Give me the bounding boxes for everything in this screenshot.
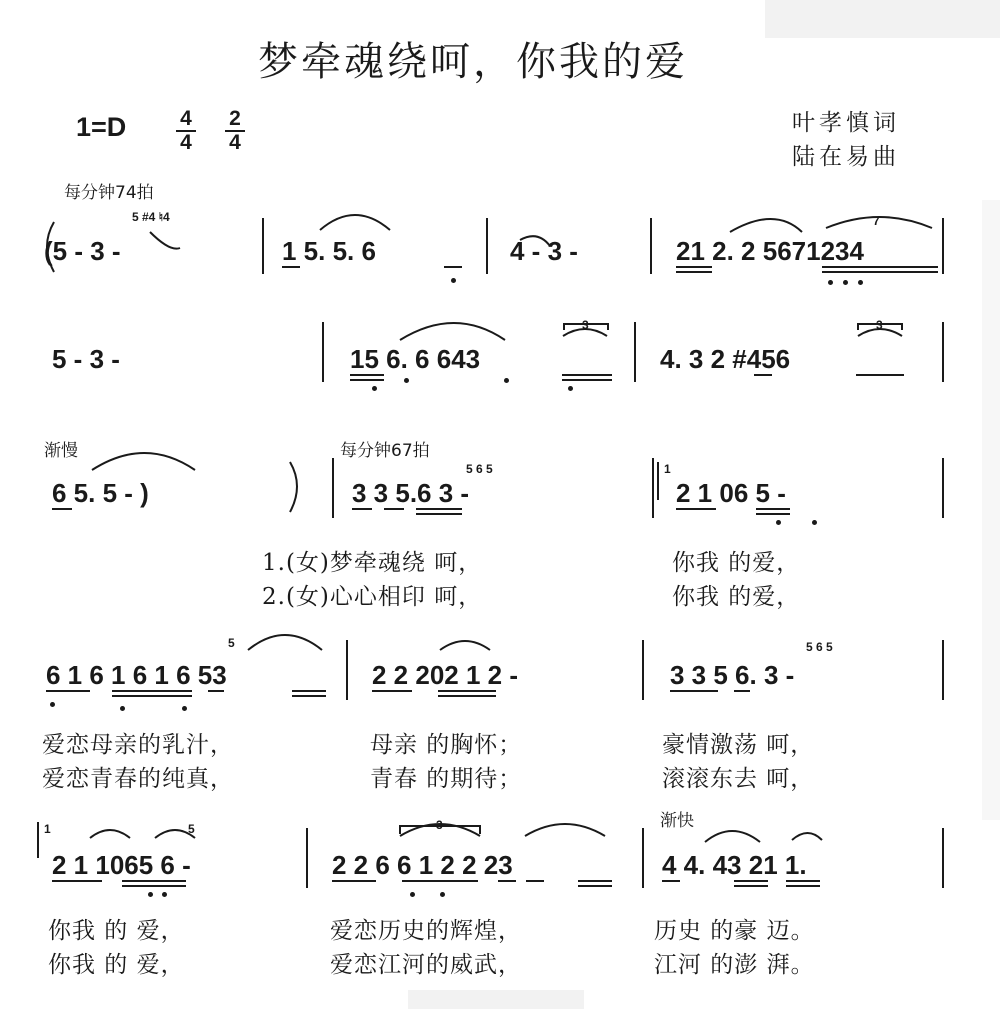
lyric-r4-v1c: 豪情激荡 呵，	[662, 732, 815, 758]
underline	[438, 695, 496, 697]
lyric-r5-v2c: 江河 的澎 湃。	[654, 952, 815, 978]
underline	[562, 379, 612, 381]
underline	[578, 880, 612, 882]
underline	[282, 266, 300, 268]
underline	[52, 508, 72, 510]
low-octave-dot	[120, 706, 125, 711]
underline	[578, 885, 612, 887]
lyric-r5-v1a: 你我 的 爱，	[48, 918, 185, 944]
slur	[525, 824, 605, 836]
lyric-r4-v2b: 青春 的期待；	[370, 766, 523, 792]
measure-r5-m3: 4 4. 43 21 1.	[662, 850, 807, 880]
underline	[498, 880, 516, 882]
low-octave-dot	[776, 520, 781, 525]
measure-r4-m2: 2 2 202 1 2 -	[372, 660, 518, 690]
lyricist-credit: 叶孝慎词	[792, 110, 900, 136]
song-title: 梦牵魂绕呵，你我的爱	[258, 39, 688, 85]
slur	[150, 232, 180, 249]
measure-r1-m2: 1 5. 5. 6	[282, 236, 376, 266]
underline	[526, 880, 544, 882]
underline	[756, 513, 790, 515]
barline	[634, 322, 636, 382]
low-octave-dot	[504, 378, 509, 383]
lyric-r5-v1c: 历史 的豪 迈。	[654, 918, 815, 944]
measure-r3-m3: 2 1 06 5 -	[676, 478, 786, 508]
underline	[112, 690, 192, 692]
time-sig-numerator: 2	[225, 108, 245, 132]
underline	[856, 374, 904, 376]
underline	[676, 266, 712, 268]
grace-notes: 5 #4 ♮4	[132, 210, 170, 224]
low-octave-dot	[50, 702, 55, 707]
barline	[486, 218, 488, 274]
underline	[734, 885, 768, 887]
slur	[400, 323, 505, 340]
time-sig-denominator: 4	[180, 131, 192, 154]
low-octave-dot	[182, 706, 187, 711]
underline	[292, 695, 326, 697]
underline	[676, 508, 716, 510]
underline	[562, 374, 612, 376]
barline	[942, 640, 944, 700]
underline	[734, 880, 768, 882]
measure-r3-m1: 6 5. 5 - )	[52, 478, 149, 508]
measure-r2-m2: 15 6. 6 643	[350, 344, 481, 374]
slur	[92, 453, 195, 470]
time-sig-denominator: 4	[229, 131, 241, 154]
underline	[734, 690, 750, 692]
lyric-r5-v2b: 爱恋江河的威武，	[330, 952, 522, 978]
grace-note-small: 5	[228, 636, 235, 650]
grace-notes: 5 6 5	[806, 640, 833, 654]
ritardando-marking: 渐慢	[44, 441, 78, 461]
accelerando-marking: 渐快	[660, 811, 694, 831]
lyric-r5-v2a: 你我 的 爱，	[48, 952, 185, 978]
lyric-r4-v2c: 滚滚东去 呵，	[662, 766, 815, 792]
barline	[346, 640, 348, 700]
lyric-r3-v2a: 2.(女)心心相印 呵，	[262, 584, 483, 610]
composer-credit: 陆在易曲	[792, 144, 900, 170]
underline	[122, 885, 186, 887]
slur	[90, 830, 130, 838]
slur	[705, 831, 760, 842]
underline	[372, 690, 412, 692]
barline	[306, 828, 308, 888]
measure-r1-m4: 21 2. 2 5671234	[676, 236, 864, 266]
barline	[942, 218, 944, 274]
barline	[942, 828, 944, 888]
underline	[754, 374, 772, 376]
underline	[416, 508, 462, 510]
slur	[440, 641, 490, 650]
lyric-r3-v1b: 你我 的爱，	[672, 550, 801, 576]
measure-r1-m3: 4 - 3 -	[510, 236, 578, 266]
barline	[652, 458, 654, 518]
triplet-mark: 3	[436, 818, 443, 832]
underline	[46, 690, 90, 692]
measure-r3-m2: 3 3 5.6 3 -	[352, 478, 470, 508]
barline	[650, 218, 652, 274]
slur	[320, 215, 390, 230]
underline	[670, 690, 718, 692]
lyric-r3-v1a: 1.(女)梦牵魂绕 呵，	[262, 550, 483, 576]
low-octave-dot	[812, 520, 817, 525]
measure-r4-m3: 3 3 5 6. 3 -	[670, 660, 795, 690]
barline	[322, 322, 324, 382]
underline	[786, 885, 820, 887]
barline	[942, 322, 944, 382]
measure-r2-m3: 4. 3 2 #456	[660, 344, 791, 374]
barline	[332, 458, 334, 518]
low-octave-dot	[568, 386, 573, 391]
low-octave-dot	[858, 280, 863, 285]
lyric-r4-v1b: 母亲 的胸怀；	[370, 732, 523, 758]
measure-r5-m2: 2 2 6 6 1 2 2 23	[332, 850, 513, 880]
volta-number: 1	[44, 822, 51, 836]
tempo-marking-67: 每分钟67拍	[340, 441, 430, 461]
lyric-r4-v2a: 爱恋青春的纯真，	[42, 766, 234, 792]
underline	[350, 374, 384, 376]
triplet-mark: 3	[876, 318, 883, 332]
low-octave-dot	[372, 386, 377, 391]
low-octave-dot	[410, 892, 415, 897]
lyric-r4-v1a: 爱恋母亲的乳汁，	[42, 732, 234, 758]
slur	[792, 833, 822, 840]
underline	[438, 690, 496, 692]
measure-r2-m1: 5 - 3 -	[52, 344, 120, 374]
grace-note-small: 5	[188, 822, 195, 836]
low-octave-dot	[162, 892, 167, 897]
low-octave-dot	[828, 280, 833, 285]
underline	[208, 690, 224, 692]
low-octave-dot	[843, 280, 848, 285]
measure-r5-m1: 2 1 1065 6 -	[52, 850, 191, 880]
barline	[942, 458, 944, 518]
barline	[642, 828, 644, 888]
underline	[822, 266, 938, 268]
underline	[352, 508, 372, 510]
low-octave-dot	[148, 892, 153, 897]
underline	[402, 880, 478, 882]
underline	[786, 880, 820, 882]
underline	[112, 695, 192, 697]
underline	[822, 271, 938, 273]
end-bracket	[290, 462, 297, 512]
barline	[642, 640, 644, 700]
volta-number: 1	[664, 462, 671, 476]
time-sig-numerator: 4	[176, 108, 196, 132]
barline	[262, 218, 264, 274]
low-octave-dot	[440, 892, 445, 897]
underline	[756, 508, 790, 510]
underline	[384, 508, 404, 510]
key-signature: 1=D	[76, 112, 127, 142]
underline	[676, 271, 712, 273]
slur	[248, 635, 322, 650]
measure-r4-m1: 6 1 6 1 6 1 6 53	[46, 660, 227, 690]
underline	[122, 880, 186, 882]
slur	[730, 219, 802, 232]
lyric-r3-v2b: 你我 的爱，	[672, 584, 801, 610]
lyric-r5-v1b: 爱恋历史的辉煌，	[330, 918, 522, 944]
underline	[52, 880, 102, 882]
underline	[292, 690, 326, 692]
underline	[416, 513, 462, 515]
measure-r1-m1: (5 - 3 -	[44, 236, 121, 266]
underline	[332, 880, 376, 882]
underline	[662, 880, 680, 882]
tempo-marking-74: 每分钟74拍	[64, 183, 154, 203]
underline	[444, 266, 462, 268]
underline	[350, 379, 384, 381]
tuplet-mark: 7	[873, 214, 880, 228]
triplet-mark: 3	[582, 318, 589, 332]
grace-notes: 5 6 5	[466, 462, 493, 476]
low-octave-dot	[404, 378, 409, 383]
low-octave-dot	[451, 278, 456, 283]
